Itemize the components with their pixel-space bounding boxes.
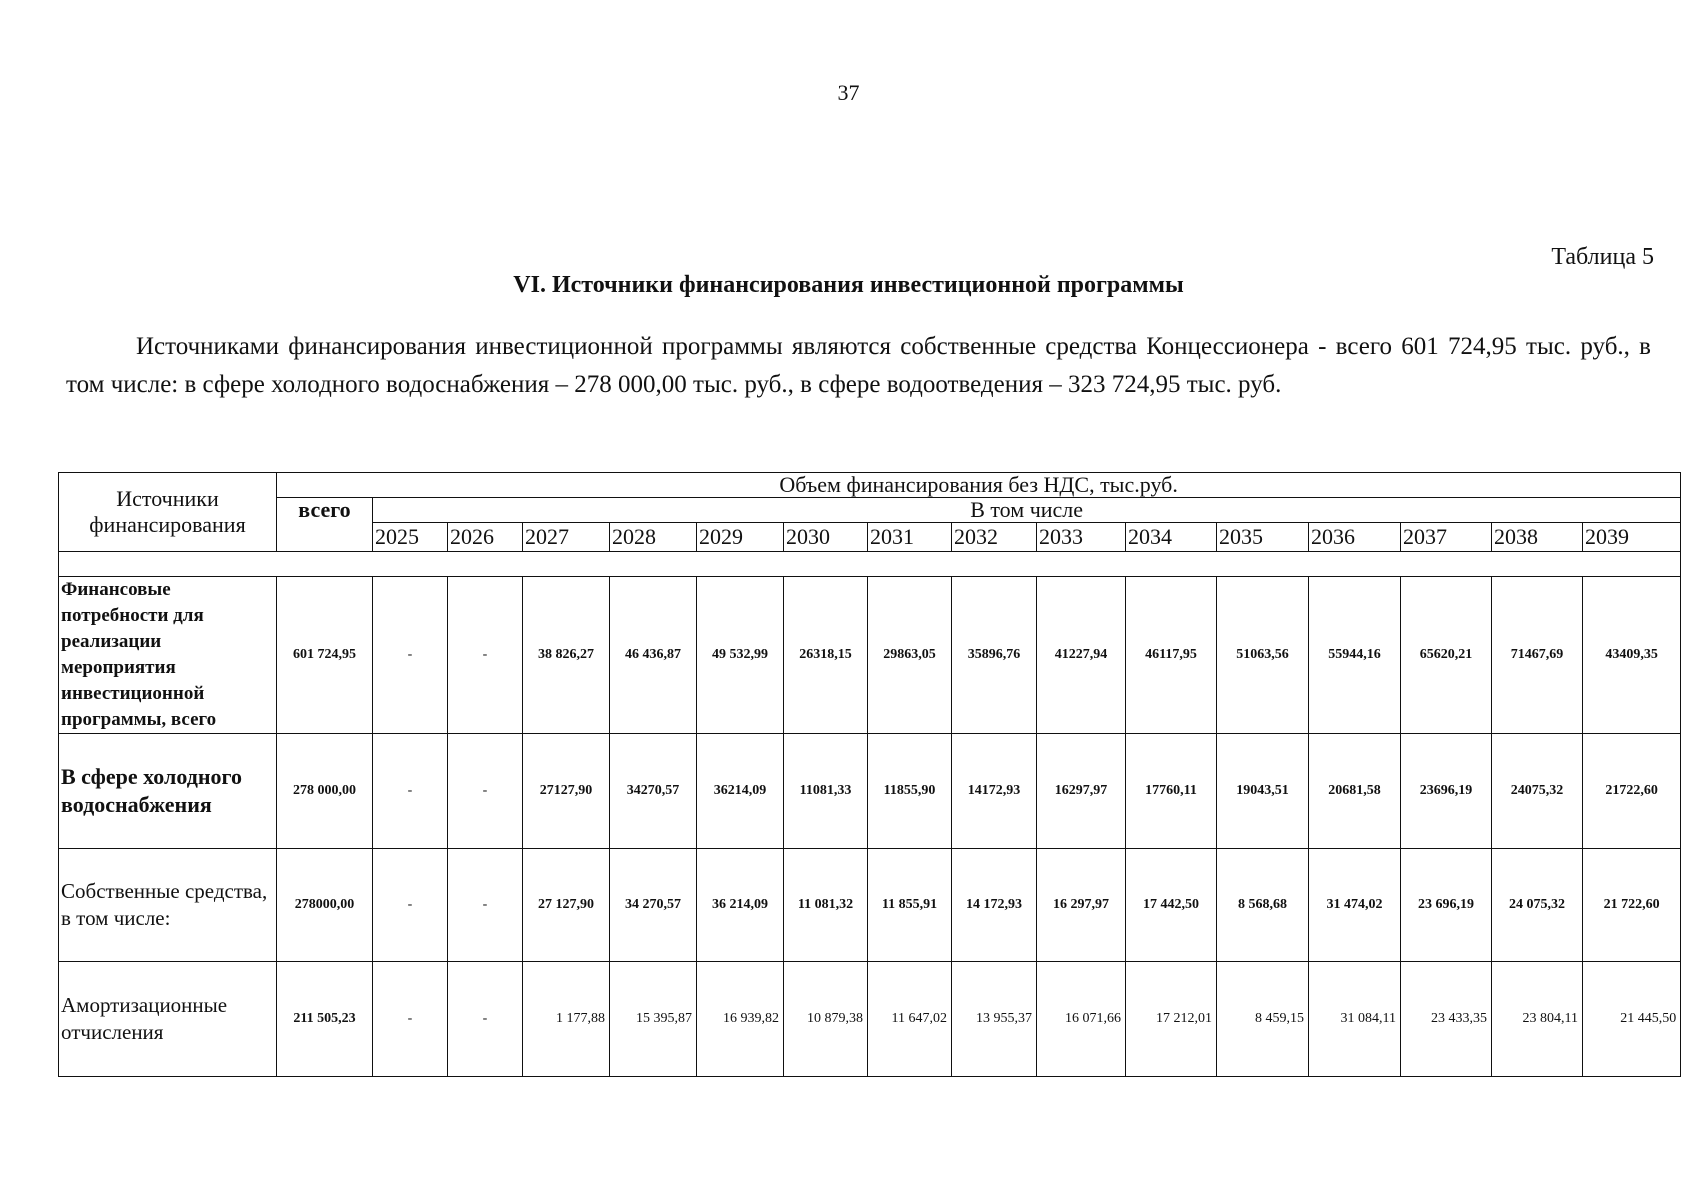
year-header-2026: 2026 [448,523,523,552]
cell-2033: 41227,94 [1037,577,1126,734]
year-header-2027: 2027 [523,523,610,552]
cell-2039: 21722,60 [1583,734,1681,849]
year-header-2035: 2035 [1217,523,1309,552]
cell-2039: 43409,35 [1583,577,1681,734]
cell-2035: 51063,56 [1217,577,1309,734]
cell-2035: 8 568,68 [1217,849,1309,962]
year-header-2032: 2032 [952,523,1037,552]
cell-2029: 36 214,09 [697,849,784,962]
cell-2035: 19043,51 [1217,734,1309,849]
year-header-2025: 2025 [373,523,448,552]
cell-2031: 11 855,91 [868,849,952,962]
cell-2039: 21 445,50 [1583,962,1681,1077]
cell-2030: 10 879,38 [784,962,868,1077]
cell-2028: 34 270,57 [610,849,697,962]
cell-2025: - [373,577,448,734]
header-volume: Объем финансирования без НДС, тыс.руб. [277,473,1681,498]
cell-2037: 65620,21 [1401,577,1492,734]
cell-2032: 13 955,37 [952,962,1037,1077]
row-total: 278000,00 [277,849,373,962]
header-source: Источники финансирования [59,473,277,552]
cell-2032: 14 172,93 [952,849,1037,962]
cell-2037: 23 433,35 [1401,962,1492,1077]
year-header-2031: 2031 [868,523,952,552]
section-title: VI. Источники финансирования инвестиционной программы [513,272,1184,298]
cell-2028: 15 395,87 [610,962,697,1077]
financing-table [58,472,1681,1077]
row-total: 278 000,00 [277,734,373,849]
cell-2032: 14172,93 [952,734,1037,849]
header-total: всего [277,498,373,552]
table-row [59,849,1681,962]
cell-2031: 29863,05 [868,577,952,734]
cell-2036: 20681,58 [1309,734,1401,849]
row-label: В сфере холодного водоснабжения [59,734,277,849]
table-row [59,577,1681,734]
year-header-2034: 2034 [1126,523,1217,552]
table-row [59,734,1681,849]
cell-2027: 27 127,90 [523,849,610,962]
year-header-2029: 2029 [697,523,784,552]
year-header-2039: 2039 [1583,523,1681,552]
row-label: Собственные средства, в том числе: [59,849,277,962]
cell-2025: - [373,962,448,1077]
year-header-2038: 2038 [1492,523,1583,552]
cell-2039: 21 722,60 [1583,849,1681,962]
cell-2032: 35896,76 [952,577,1037,734]
cell-2030: 26318,15 [784,577,868,734]
cell-2026: - [448,962,523,1077]
row-label: Финансовые потребности для реализации мероприятия инвестиционной программы, всего [59,577,277,734]
cell-2033: 16297,97 [1037,734,1126,849]
cell-2028: 46 436,87 [610,577,697,734]
cell-2029: 16 939,82 [697,962,784,1077]
cell-2027: 27127,90 [523,734,610,849]
cell-2028: 34270,57 [610,734,697,849]
cell-2025: - [373,849,448,962]
cell-2027: 1 177,88 [523,962,610,1077]
cell-2037: 23696,19 [1401,734,1492,849]
intro-paragraph: Источниками финансирования инвестиционной программы являются собственные средства Концессионера - всего 601 724,95 тыс. руб., в том числе: в сфере холодного водоснабжения – 278 000,00 тыс. руб., в сфере водоотведения – 323 724,95 тыс. руб. [66,333,1651,398]
table-row [59,962,1681,1077]
cell-2034: 17760,11 [1126,734,1217,849]
cell-2031: 11 647,02 [868,962,952,1077]
cell-2034: 17 212,01 [1126,962,1217,1077]
header-including: В том числе [373,498,1681,523]
cell-2033: 16 071,66 [1037,962,1126,1077]
cell-2034: 17 442,50 [1126,849,1217,962]
row-total: 601 724,95 [277,577,373,734]
cell-2025: - [373,734,448,849]
year-header-2028: 2028 [610,523,697,552]
cell-2038: 71467,69 [1492,577,1583,734]
cell-2036: 55944,16 [1309,577,1401,734]
year-header-2033: 2033 [1037,523,1126,552]
year-header-2037: 2037 [1401,523,1492,552]
cell-2027: 38 826,27 [523,577,610,734]
cell-2036: 31 084,11 [1309,962,1401,1077]
row-total: 211 505,23 [277,962,373,1077]
table-label: Таблица 5 [1551,244,1654,270]
cell-2033: 16 297,97 [1037,849,1126,962]
cell-2034: 46117,95 [1126,577,1217,734]
page-number: 37 [837,80,860,105]
cell-2038: 24075,32 [1492,734,1583,849]
cell-2029: 36214,09 [697,734,784,849]
spacer-row [59,552,1681,577]
cell-2026: - [448,849,523,962]
cell-2038: 24 075,32 [1492,849,1583,962]
cell-2031: 11855,90 [868,734,952,849]
cell-2038: 23 804,11 [1492,962,1583,1077]
cell-2029: 49 532,99 [697,577,784,734]
year-header-2036: 2036 [1309,523,1401,552]
cell-2037: 23 696,19 [1401,849,1492,962]
cell-2026: - [448,577,523,734]
cell-2030: 11 081,32 [784,849,868,962]
year-header-2030: 2030 [784,523,868,552]
cell-2026: - [448,734,523,849]
cell-2036: 31 474,02 [1309,849,1401,962]
cell-2035: 8 459,15 [1217,962,1309,1077]
cell-2030: 11081,33 [784,734,868,849]
row-label: Амортизационные отчисления [59,962,277,1077]
